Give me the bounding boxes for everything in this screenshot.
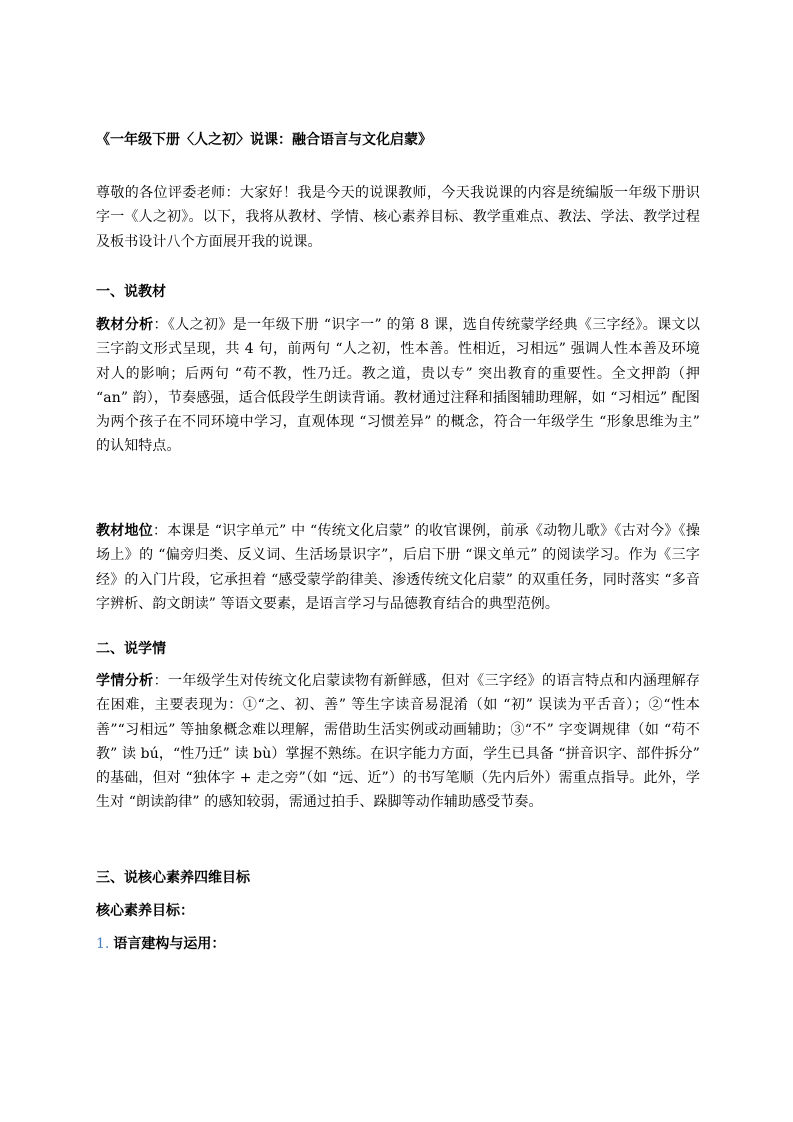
document-title: 《一年级下册〈人之初〉说课：融合语言与文化启蒙》	[96, 132, 432, 148]
textbook-position-lead: 教材地位	[96, 523, 154, 539]
list-item-language	[96, 932, 700, 956]
textbook-analysis-text: ：《人之初》是一年级下册 “识字一” 的第 8 课，选自传统蒙学经典《三字经》。课文以三字韵文形式呈现，共 4 句，前两句 “人之初，性本善。性相近，习相远” 强调人性本善及环境对人的影响；后两句 “苟不教，性乃迁。教之道，贵以专” 突出教育的重要性。全文押韵（押 “an” 韵），节奏感强，适合低段学生朗读背诵。教材通过注释和插图辅助理解，如 “习相远” 配图为两个孩子在不同环境中学习，直观体现 “习惯差异” 的概念，符合一年级学生 “形象思维为主” 的认知特点。	[96, 317, 700, 455]
student-analysis-paragraph	[96, 669, 700, 815]
section-heading-goals: 三、说核心素养四维目标	[96, 870, 250, 886]
section-heading-students: 二、说学情	[96, 641, 166, 657]
student-analysis-text: ：一年级学生对传统文化启蒙读物有新鲜感，但对《三字经》的语言特点和内涵理解存在困难，主要表现为：①“之、初、善” 等生字读音易混淆（如 “初” 误读为平舌音）；②“性本善”“习相远” 等抽象概念难以理解，需借助生活实例或动画辅助；③“不” 字变调规律（如 “苟不教” 读 bú，“性乃迁” 读 bù）掌握不熟练。在识字能力方面，学生已具备 “拼音识字、部件拆分” 的基础，但对 “独体字 + 走之旁”（如 “远、近”）的书写笔顺（先内后外）需重点指导。此外，学生对 “朗读韵律” 的感知较弱，需通过拍手、跺脚等动作辅助感受节奏。	[96, 673, 700, 811]
student-analysis-lead: 学情分析	[96, 673, 154, 689]
textbook-analysis-paragraph	[96, 313, 700, 459]
list-number: 1.	[96, 936, 110, 952]
core-goals-subheading: 核心素养目标：	[96, 903, 194, 919]
intro-paragraph: 尊敬的各位评委老师：大家好！我是今天的说课教师，今天我说课的内容是统编版一年级下册识字一《人之初》。以下，我将从教材、学情、核心素养目标、教学重难点、教法、学法、教学过程及板书设计八个方面展开我的说课。	[96, 185, 700, 250]
textbook-analysis-lead: 教材分析	[96, 317, 154, 333]
section-heading-textbook: 一、说教材	[96, 284, 166, 300]
list-item-label: 语言建构与运用：	[113, 936, 226, 952]
textbook-position-text: ：本课是 “识字单元” 中 “传统文化启蒙” 的收官课例，前承《动物儿歌》《古对今》《操场上》的 “偏旁归类、反义词、生活场景识字”，后启下册 “课文单元” 的阅读学习。作为《三字经》的入门片段，它承担着 “感受蒙学韵律美、渗透传统文化启蒙” 的双重任务，同时落实 “多音字辨析、韵文朗读” 等语文要素，是语言学习与品德教育结合的典型范例。	[96, 523, 701, 612]
textbook-position-paragraph	[96, 519, 700, 616]
